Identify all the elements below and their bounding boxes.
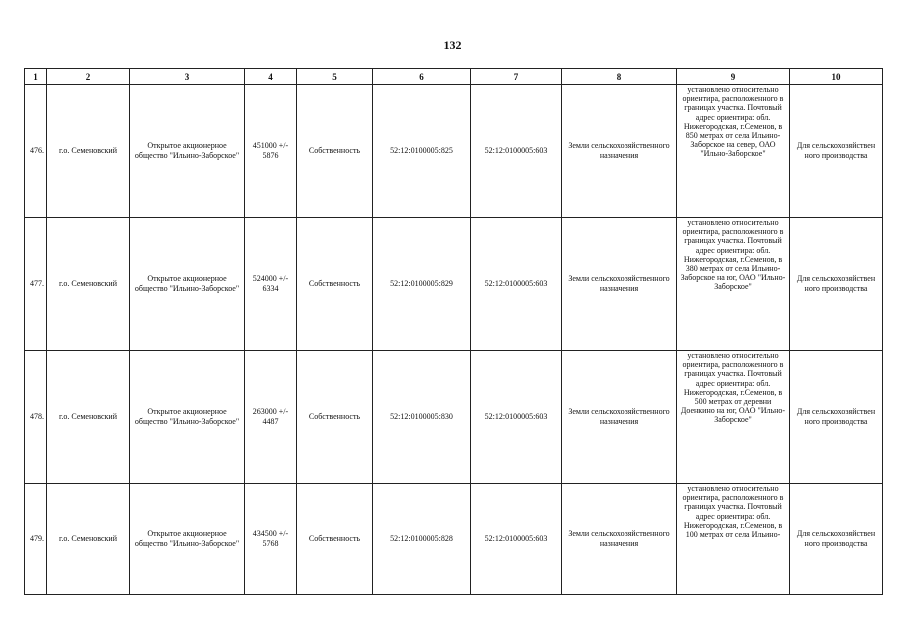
column-header: 3 xyxy=(130,69,245,85)
land-register-table xyxy=(24,68,883,595)
parent-cadastral-number-cell: 52:12:0100005:603 xyxy=(471,85,562,218)
column-header: 2 xyxy=(47,69,130,85)
address-cell: установлено относительно ориентира, расположенного в границах участка. Почтовый адрес ориентира: обл. Нижегородская, г.Семенов, в 380 метрах от села Ильино-Заборское на юг, ОАО "Ильно-Заборское" xyxy=(677,218,790,351)
district-cell: г.о. Семеновский xyxy=(47,484,130,595)
row-number: 479. xyxy=(25,484,47,595)
permitted-use-cell: Для сельскохозяйствен ного производства xyxy=(790,218,883,351)
row-number: 477. xyxy=(25,218,47,351)
owner-cell: Открытое акционерное общество "Ильино-Заборское" xyxy=(130,484,245,595)
address-cell: установлено относительно ориентира, расположенного в границах участка. Почтовый адрес ориентира: обл. Нижегородская, г.Семенов, в 850 метрах от села Ильино-Заборское на север, ОАО "Ильно-Заборское" xyxy=(677,85,790,218)
table-row xyxy=(25,484,883,595)
area-cell: 451000 +/- 5876 xyxy=(245,85,297,218)
land-category-cell: Земли сельскохозяйственного назначения xyxy=(562,218,677,351)
right-type-cell: Собственность xyxy=(297,85,373,218)
parent-cadastral-number-cell: 52:12:0100005:603 xyxy=(471,351,562,484)
column-header: 5 xyxy=(297,69,373,85)
column-header: 1 xyxy=(25,69,47,85)
right-type-cell: Собственность xyxy=(297,484,373,595)
district-cell: г.о. Семеновский xyxy=(47,218,130,351)
land-category-cell: Земли сельскохозяйственного назначения xyxy=(562,351,677,484)
cadastral-number-cell: 52:12:0100005:825 xyxy=(373,85,471,218)
cadastral-number-cell: 52:12:0100005:830 xyxy=(373,351,471,484)
land-category-cell: Земли сельскохозяйственного назначения xyxy=(562,484,677,595)
owner-cell: Открытое акционерное общество "Ильино-Заборское" xyxy=(130,218,245,351)
permitted-use-cell: Для сельскохозяйствен ного производства xyxy=(790,85,883,218)
parent-cadastral-number-cell: 52:12:0100005:603 xyxy=(471,484,562,595)
district-cell: г.о. Семеновский xyxy=(47,85,130,218)
cadastral-number-cell: 52:12:0100005:828 xyxy=(373,484,471,595)
right-type-cell: Собственность xyxy=(297,351,373,484)
parent-cadastral-number-cell: 52:12:0100005:603 xyxy=(471,218,562,351)
owner-cell: Открытое акционерное общество "Ильино-Заборское" xyxy=(130,85,245,218)
area-cell: 524000 +/- 6334 xyxy=(245,218,297,351)
row-number: 478. xyxy=(25,351,47,484)
column-header: 4 xyxy=(245,69,297,85)
area-cell: 263000 +/- 4487 xyxy=(245,351,297,484)
column-header: 6 xyxy=(373,69,471,85)
permitted-use-cell: Для сельскохозяйствен ного производства xyxy=(790,351,883,484)
header-row xyxy=(25,69,883,85)
address-cell: установлено относительно ориентира, расположенного в границах участка. Почтовый адрес ориентира: обл. Нижегородская, г.Семенов, в 100 метрах от села Ильино- xyxy=(677,484,790,595)
column-header: 10 xyxy=(790,69,883,85)
address-cell: установлено относительно ориентира, расположенного в границах участка. Почтовый адрес ориентира: обл. Нижегородская, г.Семенов, в 500 метрах от деревни Доенкино на юг, ОАО "Ильно-Заборское" xyxy=(677,351,790,484)
right-type-cell: Собственность xyxy=(297,218,373,351)
page-number: 132 xyxy=(443,38,462,52)
cadastral-number-cell: 52:12:0100005:829 xyxy=(373,218,471,351)
table-row xyxy=(25,85,883,218)
area-cell: 434500 +/- 5768 xyxy=(245,484,297,595)
table-row xyxy=(25,351,883,484)
column-header: 8 xyxy=(562,69,677,85)
land-category-cell: Земли сельскохозяйственного назначения xyxy=(562,85,677,218)
column-header: 7 xyxy=(471,69,562,85)
owner-cell: Открытое акционерное общество "Ильино-Заборское" xyxy=(130,351,245,484)
column-header: 9 xyxy=(677,69,790,85)
row-number: 476. xyxy=(25,85,47,218)
permitted-use-cell: Для сельскохозяйствен ного производства xyxy=(790,484,883,595)
district-cell: г.о. Семеновский xyxy=(47,351,130,484)
table-row xyxy=(25,218,883,351)
